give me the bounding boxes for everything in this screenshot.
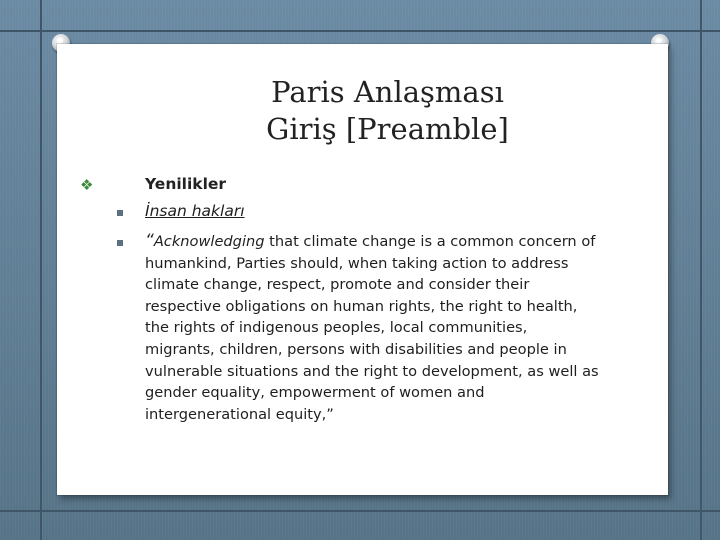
decorative-line-left bbox=[40, 0, 42, 540]
quote-open-mark: “ bbox=[145, 231, 154, 251]
diamond-bullet-icon: ❖ bbox=[80, 176, 94, 194]
quote-line: the rights of indigenous peoples, local communities, bbox=[145, 319, 528, 337]
quote-line: gender equality, empowerment of women and bbox=[145, 384, 485, 402]
slide-card bbox=[57, 44, 668, 495]
decorative-line-bottom bbox=[0, 510, 720, 512]
title-line-1: Paris Anlaşması bbox=[271, 75, 504, 109]
quote-line: respective obligations on human rights, the right to health, bbox=[145, 297, 578, 315]
quote-line: migrants, children, persons with disabilities and people in bbox=[145, 340, 567, 358]
human-rights-link[interactable]: İnsan hakları bbox=[145, 202, 245, 220]
title-line-2: Giriş [Preamble] bbox=[266, 112, 509, 146]
quote-line: intergenerational equity,” bbox=[145, 405, 334, 423]
quote-line: humankind, Parties should, when taking action to address bbox=[145, 254, 569, 272]
decorative-line-right bbox=[700, 0, 702, 540]
section-heading: Yenilikler bbox=[145, 175, 227, 193]
square-bullet-icon bbox=[117, 240, 123, 246]
decorative-line-top bbox=[0, 30, 720, 32]
quote-line: climate change, respect, promote and consider their bbox=[145, 276, 530, 294]
quote-italic-word: Acknowledging bbox=[153, 233, 265, 250]
quote-first-line: that climate change is a common concern of bbox=[264, 233, 596, 250]
preamble-quote bbox=[145, 231, 615, 425]
quote-line: vulnerable situations and the right to development, as well as bbox=[145, 362, 599, 380]
square-bullet-icon bbox=[117, 210, 123, 216]
slide-title bbox=[57, 74, 668, 148]
